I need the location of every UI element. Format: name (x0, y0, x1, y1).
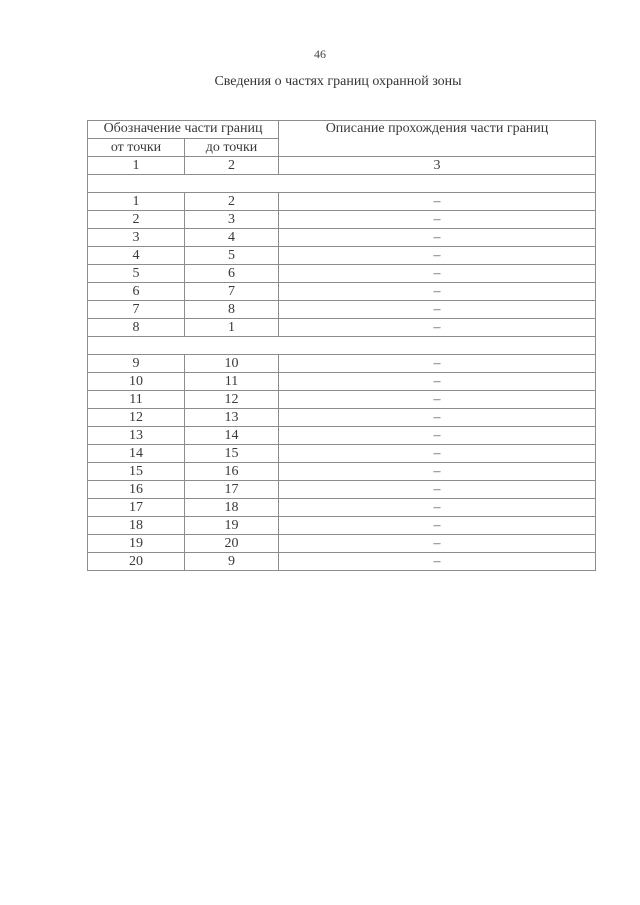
from-point-cell: 6 (88, 283, 185, 301)
table-row (88, 265, 596, 283)
to-point-cell: 6 (185, 265, 279, 283)
table-row (88, 517, 596, 535)
description-cell: – (279, 409, 596, 427)
from-point-cell: 16 (88, 481, 185, 499)
table-body (88, 157, 596, 571)
description-cell: – (279, 391, 596, 409)
to-point-cell: 15 (185, 445, 279, 463)
from-point-cell: 1 (88, 193, 185, 211)
table-row (88, 211, 596, 229)
header-boundary-designation: Обозначение части границ (88, 121, 279, 139)
column-number: 1 (88, 157, 185, 175)
description-cell: – (279, 355, 596, 373)
from-point-cell: 7 (88, 301, 185, 319)
table-row (88, 409, 596, 427)
from-point-cell: 18 (88, 517, 185, 535)
to-point-cell: 2 (185, 193, 279, 211)
table-row (88, 481, 596, 499)
description-cell: – (279, 319, 596, 337)
header-from-point: от точки (88, 139, 185, 157)
description-cell: – (279, 265, 596, 283)
column-number: 3 (279, 157, 596, 175)
to-point-cell: 7 (185, 283, 279, 301)
table-row (88, 535, 596, 553)
to-point-cell: 3 (185, 211, 279, 229)
description-cell: – (279, 211, 596, 229)
header-to-point: до точки (185, 139, 279, 157)
table-row (88, 463, 596, 481)
description-cell: – (279, 373, 596, 391)
table-row (88, 499, 596, 517)
column-number-row (88, 157, 596, 175)
to-point-cell: 9 (185, 553, 279, 571)
to-point-cell: 8 (185, 301, 279, 319)
description-cell: – (279, 499, 596, 517)
description-cell: – (279, 481, 596, 499)
page-number: 46 (314, 47, 326, 61)
table-row (88, 193, 596, 211)
section-separator (88, 337, 596, 355)
to-point-cell: 11 (185, 373, 279, 391)
from-point-cell: 4 (88, 247, 185, 265)
table-row (88, 283, 596, 301)
description-cell: – (279, 535, 596, 553)
description-cell: – (279, 445, 596, 463)
from-point-cell: 15 (88, 463, 185, 481)
to-point-cell: 12 (185, 391, 279, 409)
from-point-cell: 13 (88, 427, 185, 445)
to-point-cell: 17 (185, 481, 279, 499)
to-point-cell: 19 (185, 517, 279, 535)
to-point-cell: 16 (185, 463, 279, 481)
from-point-cell: 5 (88, 265, 185, 283)
table-row (88, 355, 596, 373)
description-cell: – (279, 463, 596, 481)
table-row (88, 445, 596, 463)
description-cell: – (279, 229, 596, 247)
to-point-cell: 10 (185, 355, 279, 373)
description-cell: – (279, 427, 596, 445)
table-row (88, 247, 596, 265)
description-cell: – (279, 301, 596, 319)
to-point-cell: 1 (185, 319, 279, 337)
from-point-cell: 10 (88, 373, 185, 391)
from-point-cell: 8 (88, 319, 185, 337)
to-point-cell: 14 (185, 427, 279, 445)
table-row (88, 301, 596, 319)
page-title: Сведения о частях границ охранной зоны (214, 74, 462, 89)
from-point-cell: 3 (88, 229, 185, 247)
description-cell: – (279, 283, 596, 301)
description-cell: – (279, 553, 596, 571)
to-point-cell: 13 (185, 409, 279, 427)
description-cell: – (279, 193, 596, 211)
table-row (88, 229, 596, 247)
description-cell: – (279, 247, 596, 265)
column-number: 2 (185, 157, 279, 175)
from-point-cell: 2 (88, 211, 185, 229)
table-row (88, 319, 596, 337)
from-point-cell: 11 (88, 391, 185, 409)
from-point-cell: 20 (88, 553, 185, 571)
to-point-cell: 20 (185, 535, 279, 553)
header-description: Описание прохождения части границ (279, 121, 596, 157)
table-row (88, 373, 596, 391)
from-point-cell: 12 (88, 409, 185, 427)
section-separator (88, 175, 596, 193)
to-point-cell: 4 (185, 229, 279, 247)
from-point-cell: 14 (88, 445, 185, 463)
boundary-parts-table (87, 120, 596, 571)
from-point-cell: 17 (88, 499, 185, 517)
to-point-cell: 5 (185, 247, 279, 265)
table-row (88, 427, 596, 445)
from-point-cell: 9 (88, 355, 185, 373)
from-point-cell: 19 (88, 535, 185, 553)
table-row (88, 391, 596, 409)
table-row (88, 553, 596, 571)
description-cell: – (279, 517, 596, 535)
to-point-cell: 18 (185, 499, 279, 517)
